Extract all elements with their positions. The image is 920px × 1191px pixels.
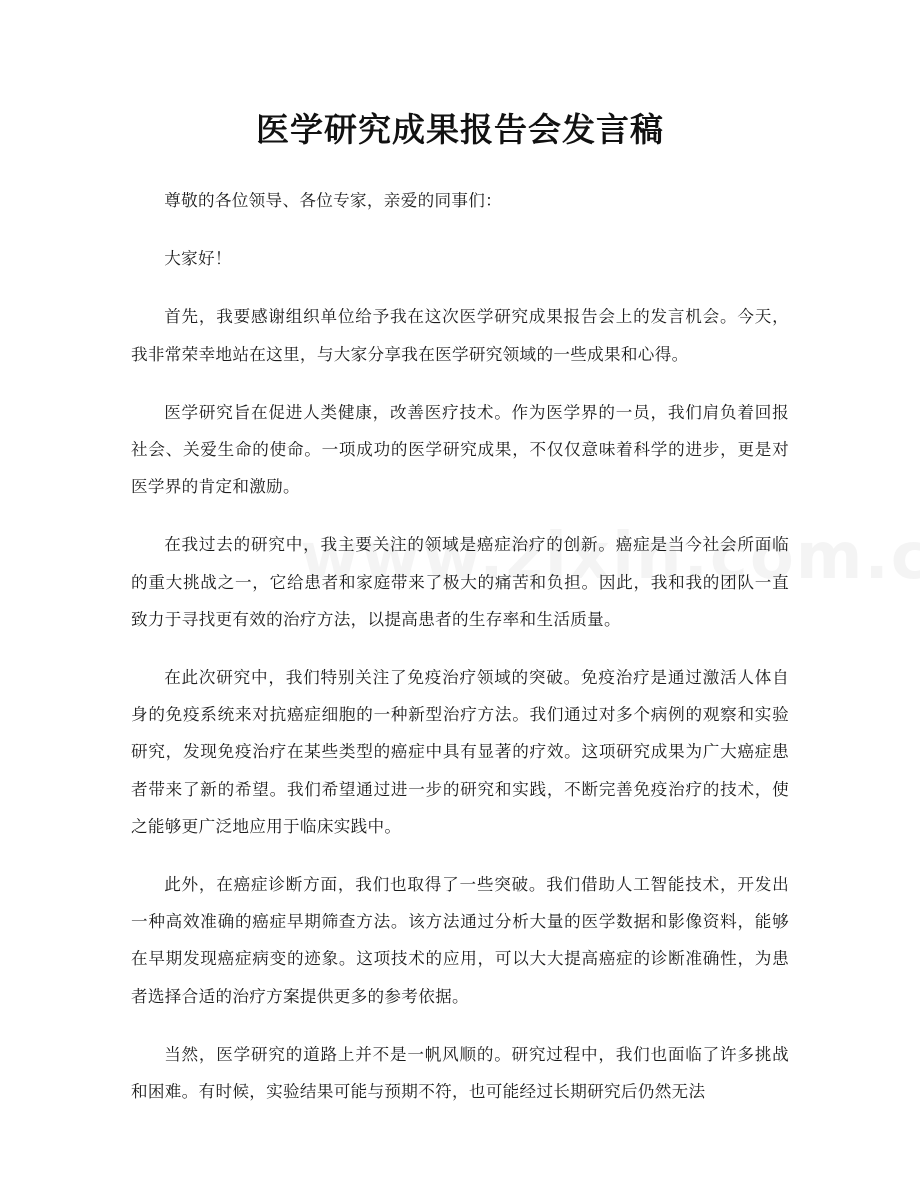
paragraph-immunotherapy: 在此次研究中，我们特别关注了免疫治疗领域的突破。免疫治疗是通过激活人体自身的免疫系统来对抗癌症细胞的一种新型治疗方法。我们通过对多个病例的观察和实验研究，发现免疫治疗在某些类型的癌症中具有显著的疗效。这项研究成果为广大癌症患者带来了新的希望。我们希望通过进一步的研究和实践，不断完善免疫治疗的技术，使之能够更广泛地应用于临床实践中。 <box>131 668 789 836</box>
paragraph-purpose: 医学研究旨在促进人类健康，改善医疗技术。作为医学界的一员，我们肩负着回报社会、关爱生命的使命。一项成功的医学研究成果，不仅仅意味着科学的进步，更是对医学界的肯定和激励。 <box>131 402 789 497</box>
paragraph-challenges: 当然，医学研究的道路上并不是一帆风顺的。研究过程中，我们也面临了许多挑战和困难。有时候，实验结果可能与预期不符，也可能经过长期研究后仍然无法 <box>131 1044 789 1102</box>
document-title: 医学研究成果报告会发言稿 <box>256 110 664 149</box>
document-body <box>131 182 789 1131</box>
paragraph-thanks: 首先，我要感谢组织单位给予我在这次医学研究成果报告会上的发言机会。今天，我非常荣幸地站在这里，与大家分享我在医学研究领域的一些成果和心得。 <box>131 307 789 364</box>
paragraph-diagnosis: 此外，在癌症诊断方面，我们也取得了一些突破。我们借助人工智能技术，开发出一种高效准确的癌症早期筛查方法。该方法通过分析大量的医学数据和影像资料，能够在早期发现癌症病变的迹象。这项技术的应用，可以大大提高癌症的诊断准确性，为患者选择合适的治疗方案提供更多的参考依据。 <box>131 875 789 1006</box>
paragraph-salutation: 尊敬的各位领导、各位专家，亲爱的同事们： <box>164 191 503 210</box>
paragraph-greeting: 大家好！ <box>164 249 232 269</box>
paragraph-cancer-focus: 在我过去的研究中，我主要关注的领域是癌症治疗的创新。癌症是当今社会所面临的重大挑战之一，它给患者和家庭带来了极大的痛苦和负担。因此，我和我的团队一直致力于寻找更有效的治疗方法，以提高患者的生存率和生活质量。 <box>131 535 789 629</box>
